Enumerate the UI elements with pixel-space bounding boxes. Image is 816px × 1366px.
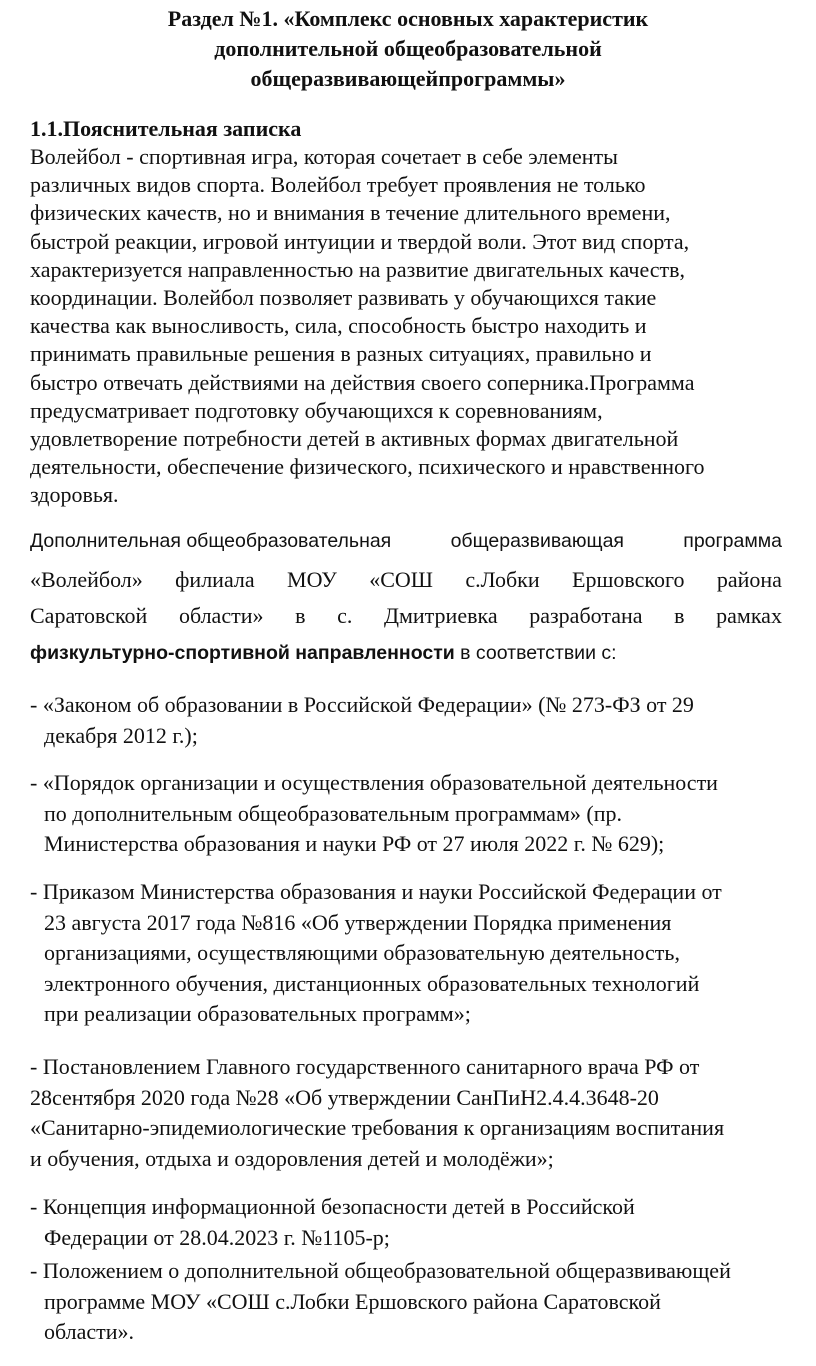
list-line: области». (44, 1319, 135, 1344)
list-line: по дополнительным общеобразовательным программам» (пр. (44, 800, 622, 826)
list-line: программе МОУ «СОШ с.Лобки Ершовского района Саратовской (44, 1288, 661, 1314)
justified-line (30, 565, 782, 595)
list-line: декабря 2012 г.); (44, 722, 198, 748)
justified-line (30, 601, 782, 631)
list-line: электронного обучения, дистанционных образовательных технологий (44, 970, 700, 996)
program-paragraph-line3 (30, 601, 782, 631)
paragraph-line: принимать правильные решения в разных ситуациях, правильно и (30, 341, 652, 367)
word: филиала (175, 567, 255, 592)
paragraph-line: координации. Волейбол позволяет развивать у обучающихся такие (30, 285, 657, 311)
paragraph-line: Волейбол - спортивная игра, которая сочетает в себе элементы (30, 144, 618, 169)
paragraph-line: физических качеств, но и внимания в течение длительного времени, (30, 200, 671, 226)
paragraph-line: предусматривает подготовку обучающихся к соревнованиям, (30, 397, 603, 423)
list-line: 23 августа 2017 года №816 «Об утверждении Порядка применения (44, 909, 672, 935)
word: области» (178, 603, 264, 628)
list-item (30, 1052, 816, 1174)
word: «СОШ (369, 567, 433, 592)
paragraph-line: быстрой реакции, игровой интуиции и твердой воли. Этот вид спорта, (30, 228, 690, 254)
word: с. (337, 603, 353, 628)
paragraph-line: удовлетворение потребности детей в активных формах двигательной (30, 426, 679, 452)
heading-line: общеразвивающейпрограммы» (250, 66, 566, 91)
list-line: организациями, осуществляющими образовательную деятельность, (44, 940, 680, 965)
list-line: 28сентября 2020 года №28 «Об утверждении СанПиН2.4.4.3648-20 (30, 1084, 659, 1110)
list-line: - Положением о дополнительной общеобразовательной общеразвивающей (30, 1258, 731, 1283)
word: рамках (716, 603, 782, 628)
word: с.Лобки (465, 567, 540, 592)
word: Саратовской (30, 603, 148, 628)
program-paragraph-line4 (30, 637, 800, 668)
word: программа (683, 530, 782, 552)
paragraph-line: характеризуется направленностью на развитие двигательных качеств, (30, 256, 686, 282)
paragraph-line: различных видов спорта. Волейбол требует проявления не только (30, 172, 646, 198)
intro-paragraph (30, 143, 800, 510)
word: разработана (529, 603, 643, 628)
word: Дополнительная общеобразовательная (30, 530, 392, 552)
word: в (674, 603, 685, 628)
word: МОУ (287, 567, 337, 592)
paragraph-line: быстро отвечать действиями на действия своего соперника.Программа (30, 369, 695, 395)
heading-line: Раздел №1. «Комплекс основных характеристик (167, 6, 649, 31)
list-item (30, 877, 816, 1030)
list-line: - Постановлением Главного государственного санитарного врача РФ от (30, 1054, 700, 1079)
section-heading (0, 4, 816, 94)
list-line: - Концепция информационной безопасности детей в Российской (30, 1194, 635, 1219)
word: в (295, 603, 306, 628)
list-item (30, 1192, 816, 1253)
word: Дмитриевка (383, 603, 498, 628)
direction-emphasis: физкультурно-спортивной направленности (30, 642, 455, 664)
list-line: при реализации образовательных программ»; (44, 1001, 471, 1026)
list-item (30, 1256, 816, 1348)
program-paragraph-line2 (30, 565, 782, 595)
list-item (30, 690, 816, 751)
subsection-heading: 1.1.Пояснительная записка (30, 116, 302, 141)
list-line: - «Порядок организации и осуществления образовательной деятельности (30, 770, 718, 795)
list-line: - Приказом Министерства образования и науки Российской Федерации от (30, 879, 722, 904)
paragraph-line: качества как выносливость, сила, способность быстро находить и (30, 313, 647, 339)
list-line: и обучения, отдыха и оздоровления детей и молодёжи»; (30, 1145, 554, 1171)
word: общеразвивающая (450, 530, 624, 552)
list-item (30, 768, 816, 860)
justified-line (30, 526, 782, 556)
program-paragraph (30, 526, 782, 556)
list-line: «Санитарно-эпидемиологические требования к организациям воспитания (30, 1115, 725, 1140)
word: Ершовского (572, 567, 685, 592)
list-line: Министерства образования и науки РФ от 27 июля 2022 г. № 629); (44, 831, 665, 856)
list-line: - «Законом об образовании в Российской Федерации» (№ 273-ФЗ от 29 (30, 692, 694, 717)
paragraph-line: деятельности, обеспечение физического, психического и нравственного (30, 454, 705, 480)
line-tail: в соответствии с: (454, 642, 617, 664)
paragraph-line: здоровья. (30, 482, 119, 508)
heading-line: дополнительной общеобразовательной (214, 36, 602, 61)
list-line: Федерации от 28.04.2023 г. №1105-р; (44, 1224, 390, 1250)
word: «Волейбол» (30, 567, 143, 592)
word: района (716, 567, 782, 592)
